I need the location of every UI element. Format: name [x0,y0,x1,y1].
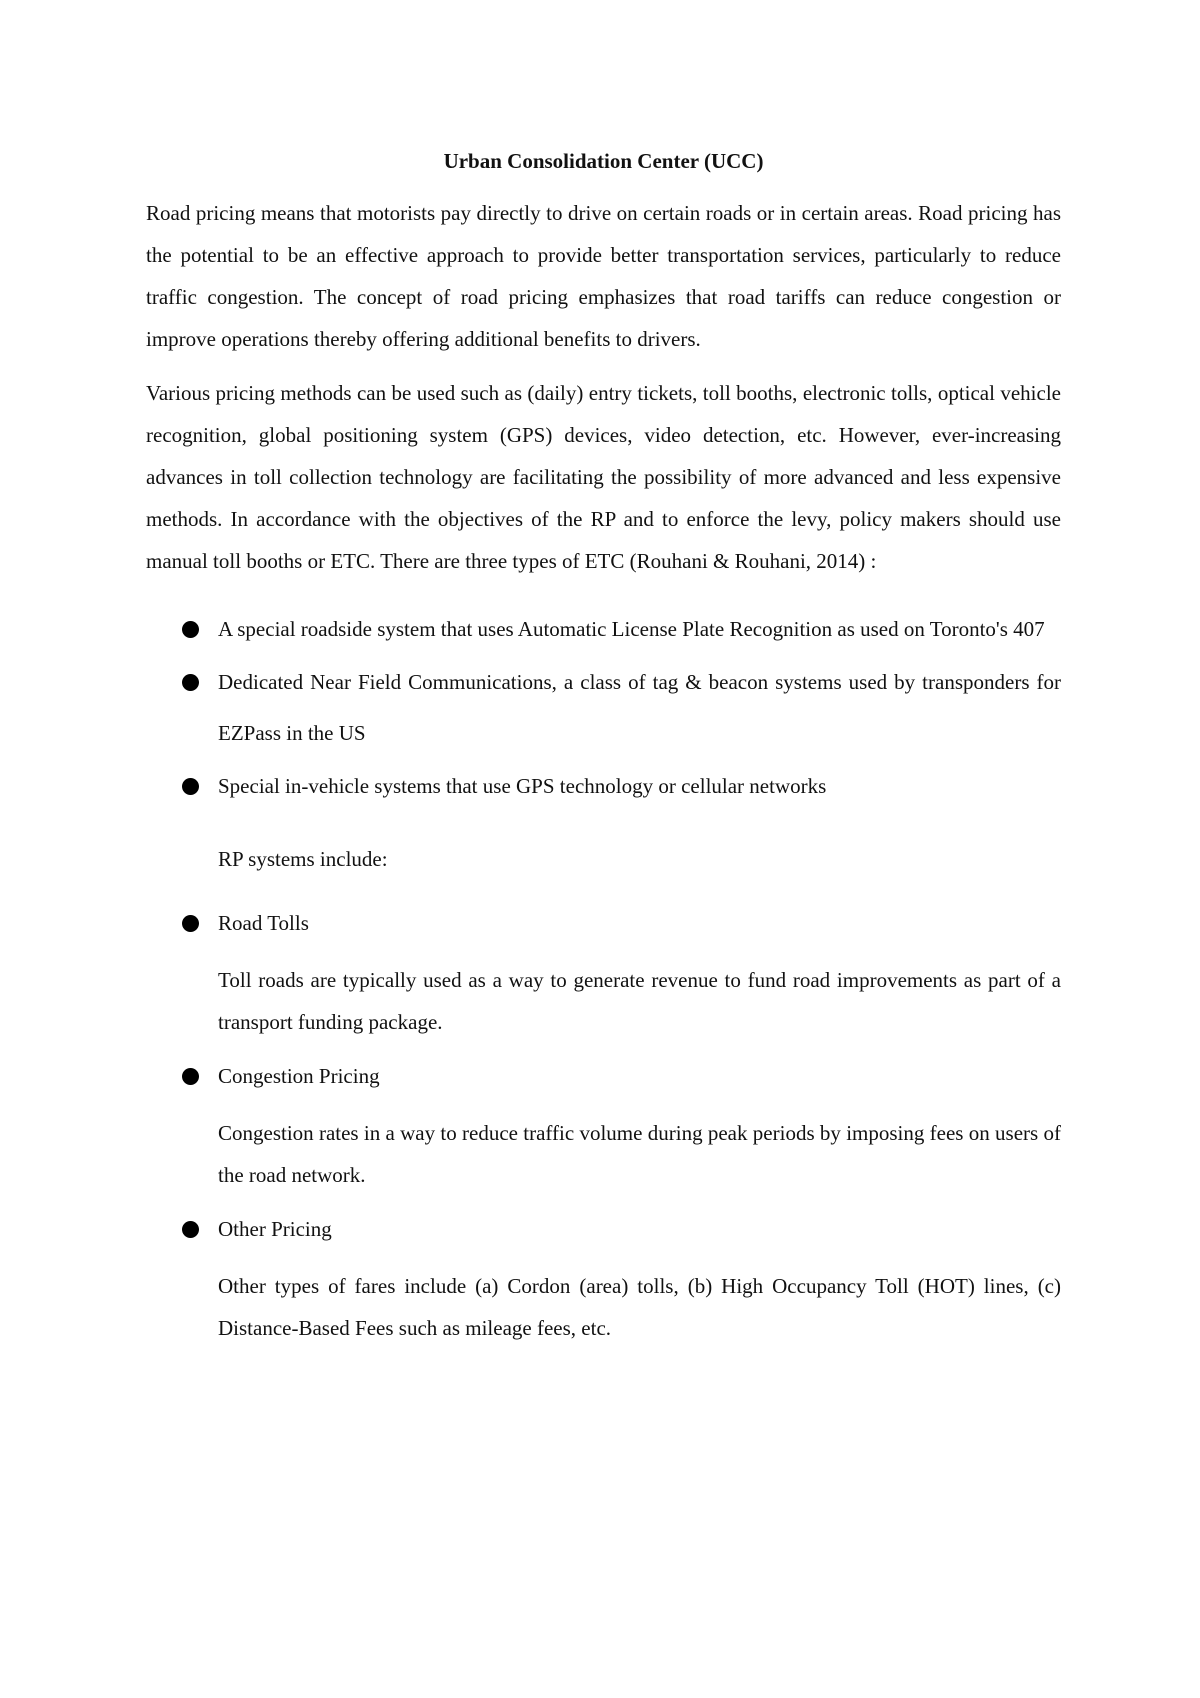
list-item [146,761,1061,812]
document-title: Urban Consolidation Center (UCC) [443,149,764,173]
rp-system-heading: Road Tolls [218,911,309,935]
bullet-icon [182,778,199,795]
rp-system-heading: Congestion Pricing [218,1064,380,1088]
bullet-icon [182,915,199,932]
rp-system-other-pricing [146,1204,1061,1349]
bullet-icon [182,1221,199,1238]
rp-system-description: Congestion rates in a way to reduce traffic volume during peak periods by imposing fees on users of the road network. [218,1121,1061,1187]
list-item-text: Special in-vehicle systems that use GPS technology or cellular networks [218,774,827,798]
list-item-text: Dedicated Near Field Communications, a class of tag & beacon systems used by transponders for EZPass in the US [218,670,1061,745]
list-item [146,898,1061,949]
bullet-icon [182,674,199,691]
rp-system-description: Toll roads are typically used as a way to generate revenue to fund road improvements as part of a transport funding package. [218,968,1061,1034]
rp-system-congestion-pricing [146,1051,1061,1196]
paragraph-road-pricing: Road pricing means that motorists pay directly to drive on certain roads or in certain areas. Road pricing has the potential to be an effective approach to provide better transportation services, particularly to reduce traffic congestion. The concept of road pricing emphasizes that road tariffs can reduce congestion or improve operations thereby offering additional benefits to drivers. [146,201,1061,351]
list-item [146,1204,1061,1255]
document-body [146,140,1061,1357]
rp-system-heading: Other Pricing [218,1217,332,1241]
list-item [146,604,1061,655]
rp-system-road-tolls [146,898,1061,1043]
bullet-icon [182,1068,199,1085]
paragraph-pricing-methods: Various pricing methods can be used such as (daily) entry tickets, toll booths, electronic tolls, optical vehicle recognition, global positioning system (GPS) devices, video detection, etc. However, ever-increasing advances in toll collection technology are facilitating the possibility of more advanced and less expensive methods. In accordance with the objectives of the RP and to enforce the levy, policy makers should use manual toll booths or ETC. There are three types of ETC (Rouhani & Rouhani, 2014) : [146,381,1061,573]
list-item [146,657,1061,759]
bullet-icon [182,621,199,638]
list-item [146,1051,1061,1102]
list-item-text: A special roadside system that uses Automatic License Plate Recognition as used on Toronto's 407 [218,617,1045,641]
etc-types-list [146,604,1061,812]
rp-system-description: Other types of fares include (a) Cordon (area) tolls, (b) High Occupancy Toll (HOT) lines, (c) Distance-Based Fees such as mileage fees, etc. [218,1274,1061,1340]
rp-systems-intro: RP systems include: [218,847,388,871]
